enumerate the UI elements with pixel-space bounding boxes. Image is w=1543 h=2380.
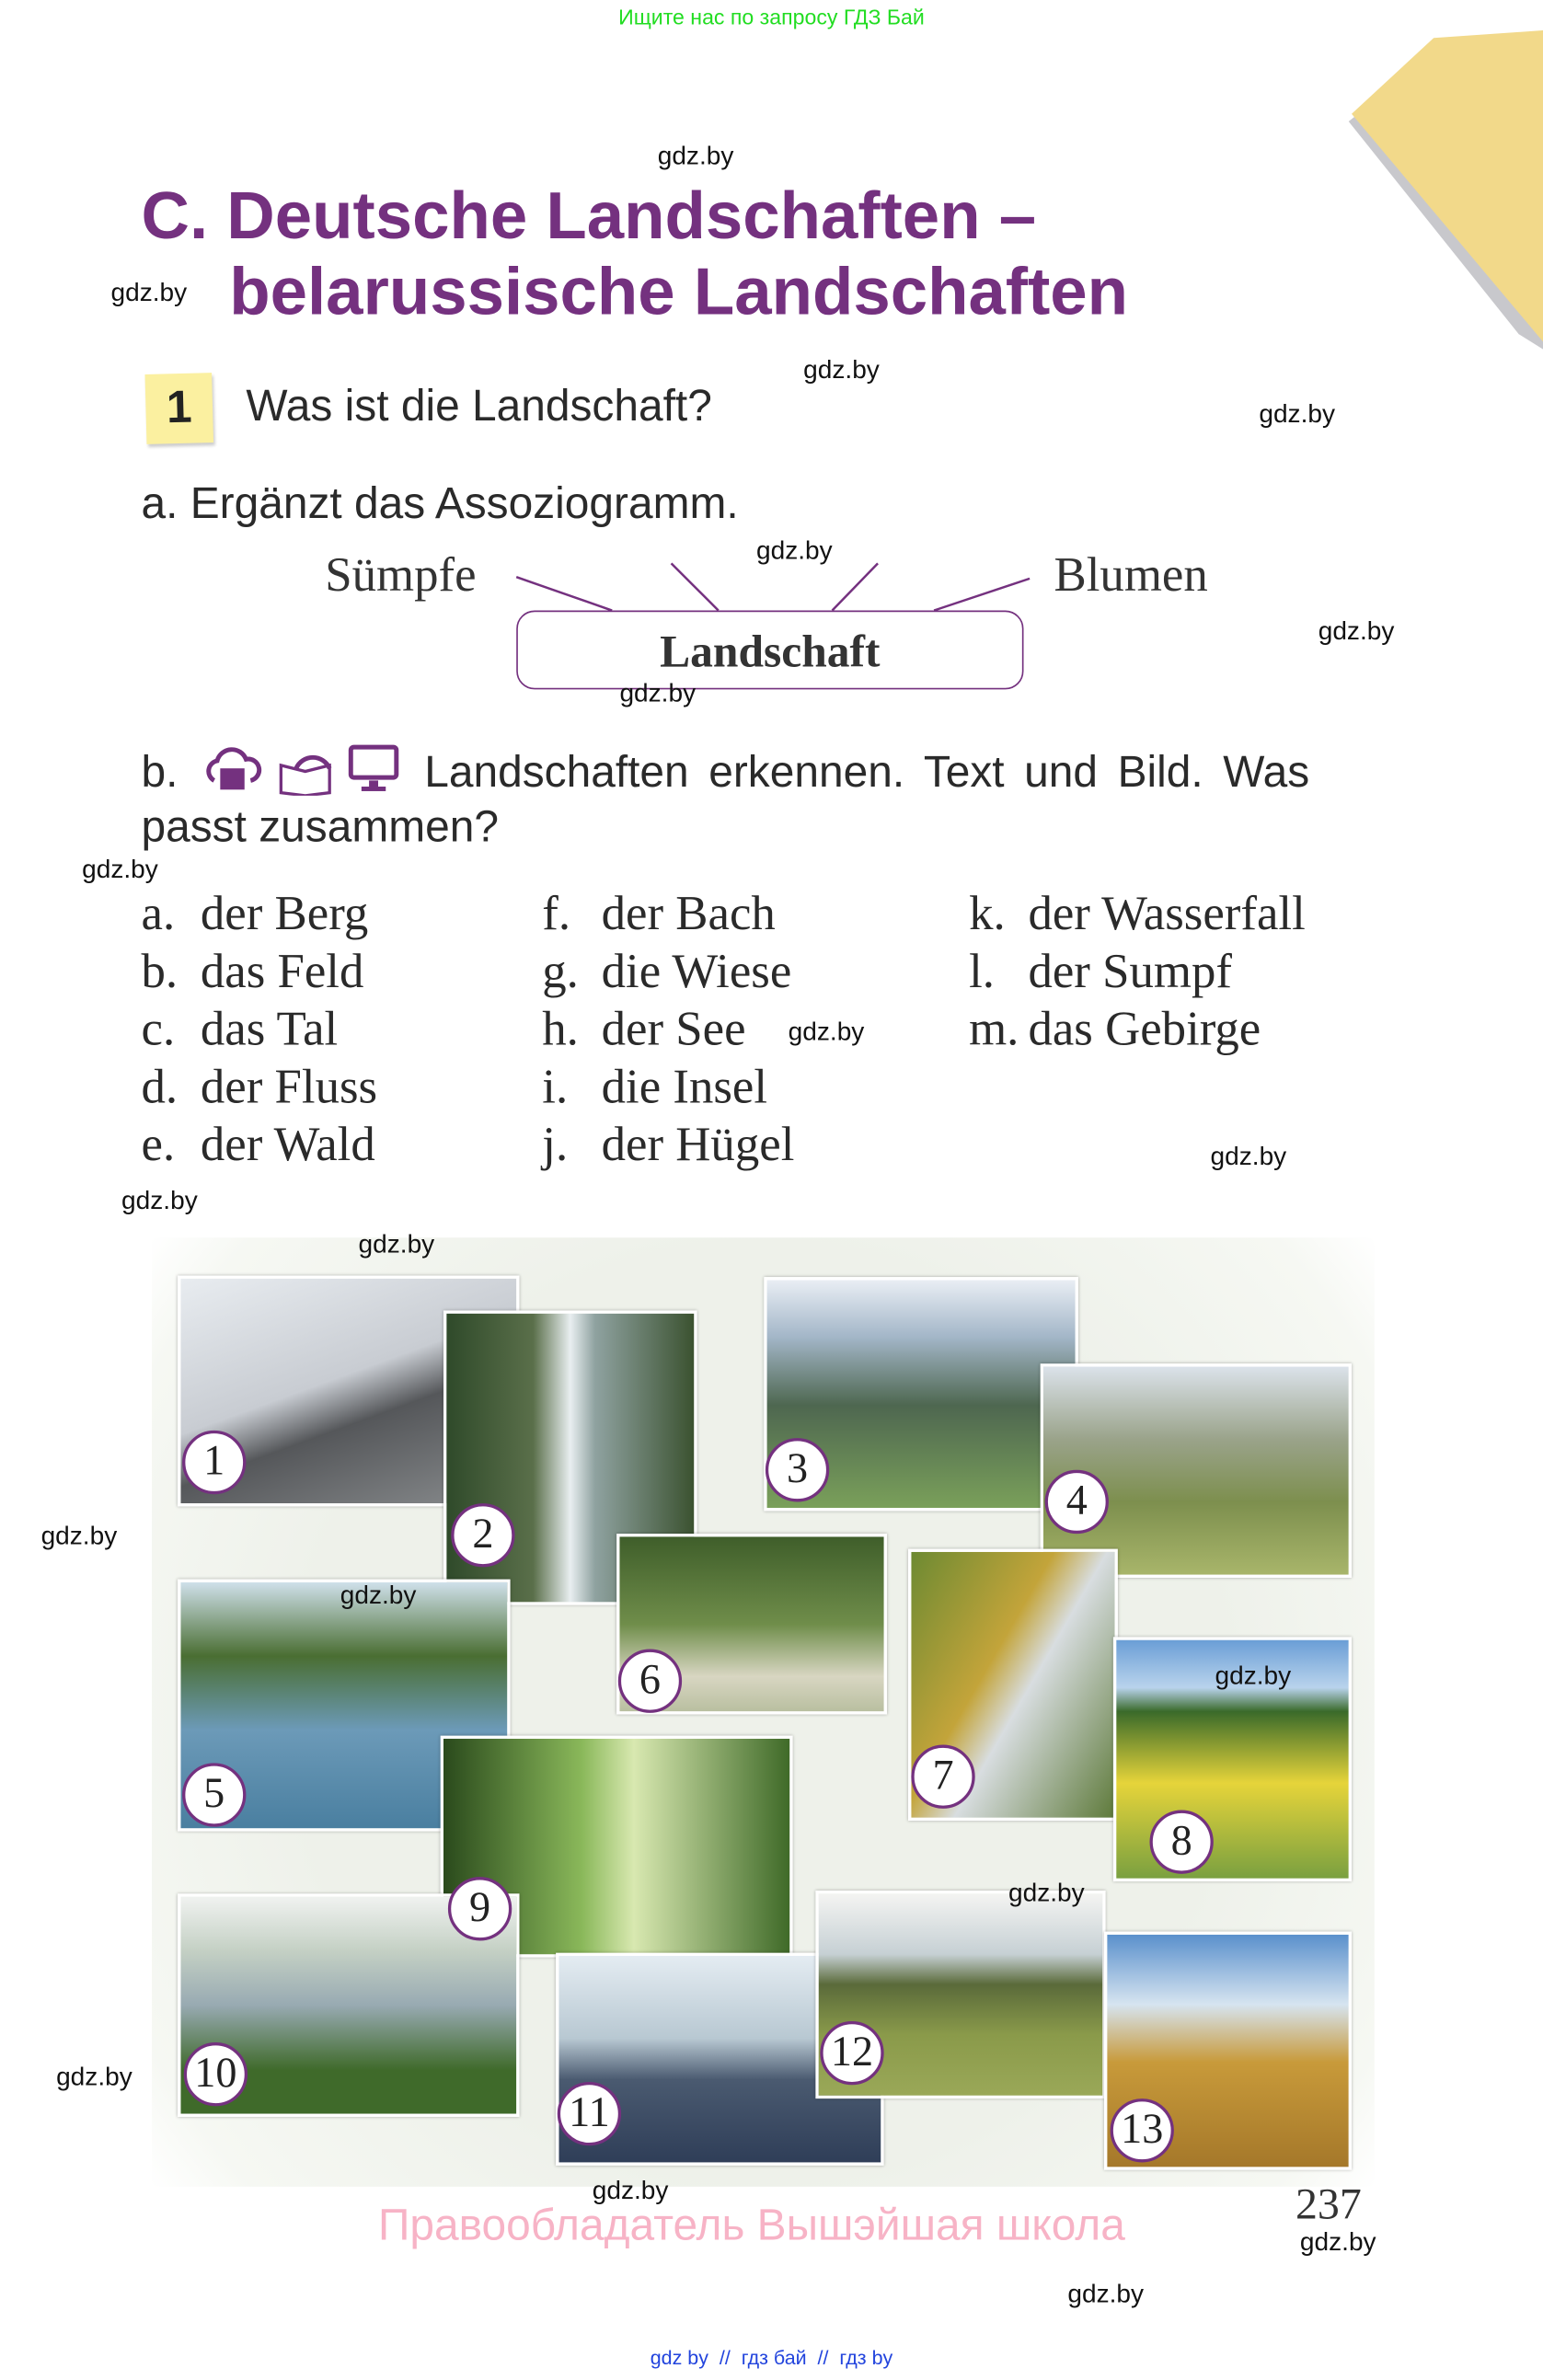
vocab-word: der Wald (200, 1116, 375, 1171)
assoc-center-word: Landschaft (660, 627, 881, 678)
page-title-line2: belarussische Landschaften (229, 255, 1129, 330)
watermark: gdz.by (358, 1229, 435, 1259)
photo-number-badge: 1 (182, 1431, 246, 1494)
exercise-heading: Was ist die Landschaft? (246, 382, 712, 431)
part-b-text-line1: Landschaften erkennen. Text und Bild. Was (424, 748, 1310, 798)
vocab-letter: h. (542, 1000, 579, 1056)
vocab-letter: e. (141, 1116, 176, 1171)
audio-book-icon (275, 747, 336, 796)
watermark: gdz.by (1008, 1878, 1085, 1908)
vocab-letter: j. (542, 1116, 569, 1171)
photo-number-badge: 3 (766, 1438, 829, 1501)
vocab-word: der Berg (200, 885, 369, 940)
watermark: gdz.by (803, 355, 880, 385)
watermark: gdz.by (121, 1186, 198, 1215)
vocab-word: der Sumpf (1028, 943, 1232, 998)
vocab-item (542, 1001, 745, 1057)
footer-links[interactable]: gdz by // гдз бай // гдз by (650, 2346, 893, 2369)
vocab-letter: l. (969, 943, 995, 998)
vocab-letter: i. (542, 1058, 569, 1113)
photo-number-badge: 2 (451, 1503, 514, 1567)
top-banner: Ищите нас по запросу ГДЗ Бай (618, 4, 925, 29)
vocab-item (969, 943, 1232, 999)
part-b-prefix: b. (141, 748, 178, 798)
watermark: gdz.by (755, 535, 833, 566)
vocab-letter: k. (969, 885, 1006, 940)
monitor-icon (349, 744, 403, 793)
vocab-letter: f. (542, 885, 571, 940)
page-number: 237 (1295, 2180, 1362, 2230)
vocab-word: der Bach (601, 885, 776, 940)
vocab-item (969, 885, 1306, 941)
assoc-word-left: Sümpfe (325, 546, 477, 602)
vocab-letter: b. (141, 943, 178, 998)
photo-number-badge: 5 (182, 1763, 246, 1826)
assoc-word-right: Blumen (1054, 546, 1208, 602)
watermark: gdz.by (1299, 2227, 1376, 2257)
vocab-letter: g. (542, 943, 579, 998)
vocab-word: der See (601, 1000, 746, 1056)
photo-number-badge: 9 (448, 1877, 512, 1940)
photo-number-badge: 6 (618, 1650, 682, 1713)
photo-number-badge: 8 (1150, 1811, 1214, 1874)
watermark: gdz.by (82, 855, 158, 884)
part-a-label: a. Ergänzt das Assoziogramm. (141, 479, 739, 529)
vocab-letter: m. (969, 1000, 1019, 1056)
vocab-letter: d. (141, 1058, 178, 1113)
photo-number-badge: 13 (1111, 2098, 1174, 2162)
part-b-text-line2: passt zusammen? (141, 803, 499, 852)
vocab-word: der Hügel (601, 1116, 795, 1171)
watermark: gdz.by (56, 2062, 132, 2091)
watermark: gdz.by (40, 1521, 118, 1551)
assoc-center-box (516, 611, 1023, 690)
watermark: gdz.by (1210, 1142, 1287, 1171)
exercise-number-badge: 1 (144, 373, 213, 444)
watermark: gdz.by (1067, 2279, 1145, 2308)
watermark: gdz.by (657, 141, 734, 170)
watermark: gdz.by (1318, 616, 1395, 646)
vocab-item (542, 1116, 794, 1172)
watermark: gdz.by (788, 1017, 865, 1047)
vocab-word: das Gebirge (1028, 1000, 1261, 1056)
vocab-item (142, 1116, 375, 1172)
vocab-item (542, 885, 776, 941)
vocab-word: das Feld (200, 943, 364, 998)
watermark: gdz.by (619, 678, 697, 708)
part-b-instruction (142, 744, 1372, 855)
vocab-item (542, 1058, 767, 1114)
watermark: gdz.by (1259, 399, 1336, 429)
watermark: gdz.by (340, 1581, 417, 1610)
vocab-word: das Tal (200, 1000, 339, 1056)
watermark: gdz.by (1215, 1661, 1292, 1691)
vocab-item (142, 1001, 339, 1057)
cloud-folder-icon (202, 747, 263, 793)
vocab-word: die Insel (601, 1058, 768, 1113)
watermark: gdz.by (592, 2176, 669, 2205)
association-lines (0, 0, 1543, 698)
vocab-word: die Wiese (601, 943, 792, 998)
photo-number-badge: 12 (820, 2021, 883, 2085)
photo-number-badge: 7 (911, 1745, 974, 1809)
vocab-letter: a. (141, 885, 176, 940)
photo-number-badge: 11 (558, 2082, 621, 2145)
vocab-item (542, 943, 791, 999)
photo-number-badge: 10 (184, 2042, 248, 2106)
copyright-notice: Правообладатель Вышэйшая школа (377, 2202, 1125, 2251)
watermark: gdz.by (110, 278, 188, 307)
vocab-letter: c. (141, 1000, 176, 1056)
page-title-line1: C. Deutsche Landschaften – (141, 178, 1037, 254)
vocab-item (142, 943, 364, 999)
vocab-item (142, 1058, 378, 1114)
vocab-item (142, 885, 369, 941)
vocab-word: der Wasserfall (1028, 885, 1306, 940)
vocab-item (969, 1001, 1261, 1057)
vocab-word: der Fluss (200, 1058, 378, 1113)
photo-number-badge: 4 (1045, 1470, 1109, 1534)
